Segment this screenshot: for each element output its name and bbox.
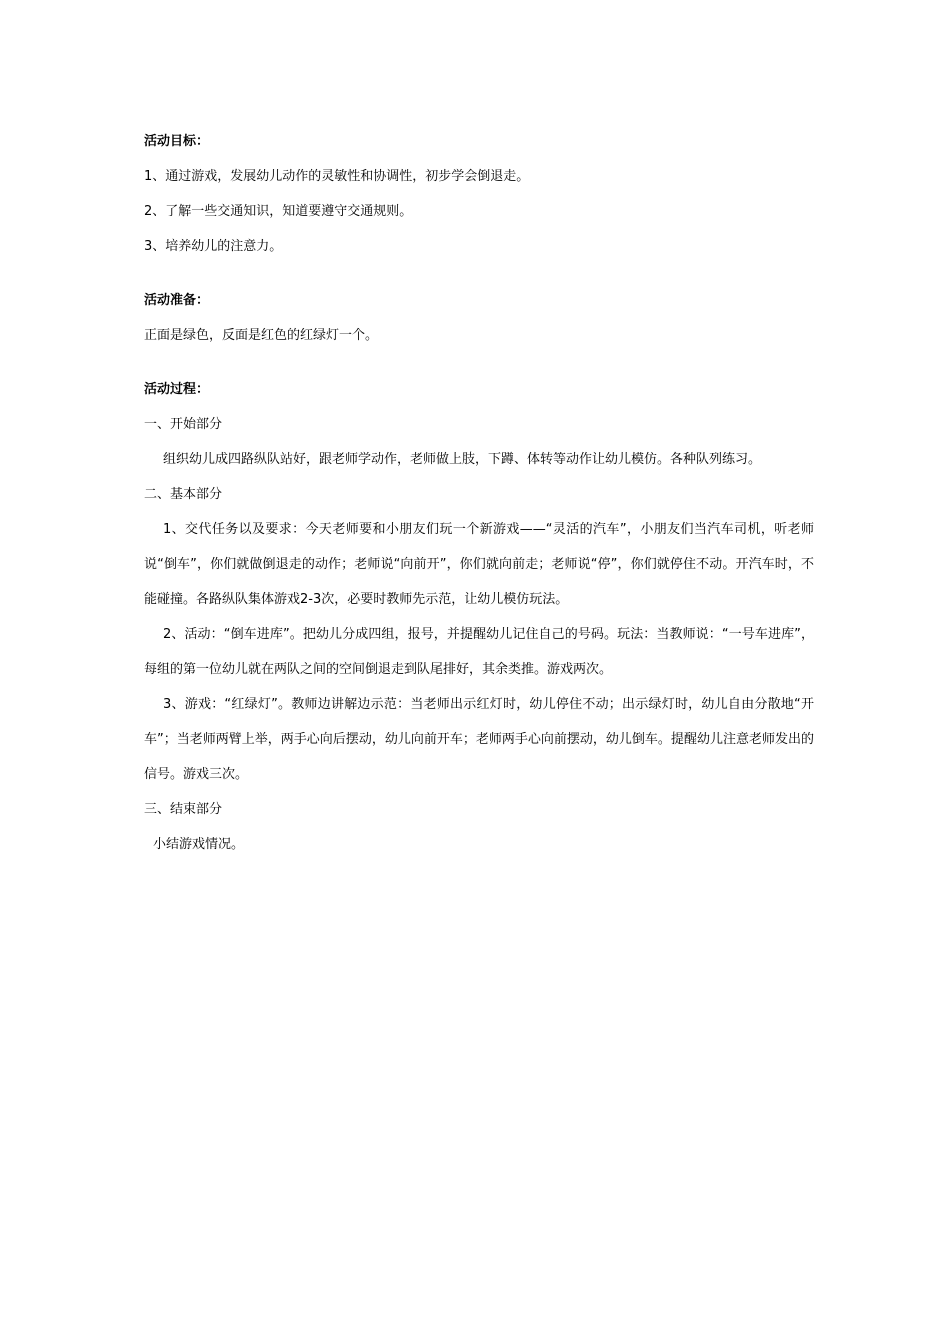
- part2-item-3: 3、游戏：“红绿灯”。教师边讲解边示范：当老师出示红灯时，幼儿停住不动；出示绿灯时，幼儿自由分散地“开车”；当老师两臂上举，两手心向后摆动，幼儿向前开车；老师两手心向前摆动，幼儿倒车。提醒幼儿注意老师发出的信号。游戏三次。: [144, 697, 814, 782]
- part2-title: 二、基本部分: [144, 487, 223, 502]
- part1-title: 一、开始部分: [144, 417, 223, 432]
- part2-item-2: 2、活动：“倒车进库”。把幼儿分成四组，报号，并提醒幼儿记住自己的号码。玩法：当教师说：“一号车进库”，每组的第一位幼儿就在两队之间的空间倒退走到队尾排好，其余类推。游戏两次。: [144, 627, 814, 677]
- part3-title: 三、结束部分: [144, 802, 223, 817]
- part3-text: 小结游戏情况。: [153, 837, 245, 852]
- goals-heading: 活动目标：: [144, 134, 210, 149]
- section-gap: [144, 264, 814, 283]
- prep-text: 正面是绿色，反面是红色的红绿灯一个。: [144, 328, 379, 343]
- process-heading: 活动过程：: [144, 382, 210, 397]
- section-gap: [144, 353, 814, 372]
- goal-item-3: 3、培养幼儿的注意力。: [144, 239, 283, 254]
- goal-item-2: 2、了解一些交通知识，知道要遵守交通规则。: [144, 204, 413, 219]
- goal-item-1: 1、通过游戏，发展幼儿动作的灵敏性和协调性，初步学会倒退走。: [144, 169, 530, 184]
- document-body: [144, 124, 814, 862]
- prep-heading: 活动准备：: [144, 293, 210, 308]
- part1-text: 组织幼儿成四路纵队站好，跟老师学动作，老师做上肢，下蹲、体转等动作让幼儿模仿。各种队列练习。: [163, 452, 762, 467]
- part2-item-1: 1、交代任务以及要求：今天老师要和小朋友们玩一个新游戏——“灵活的汽车”，小朋友们当汽车司机，听老师说“倒车”，你们就做倒退走的动作；老师说“向前开”，你们就向前走；老师说“停”，你们就停住不动。开汽车时，不能碰撞。各路纵队集体游戏2-3次，必要时教师先示范，让幼儿模仿玩法。: [144, 522, 814, 607]
